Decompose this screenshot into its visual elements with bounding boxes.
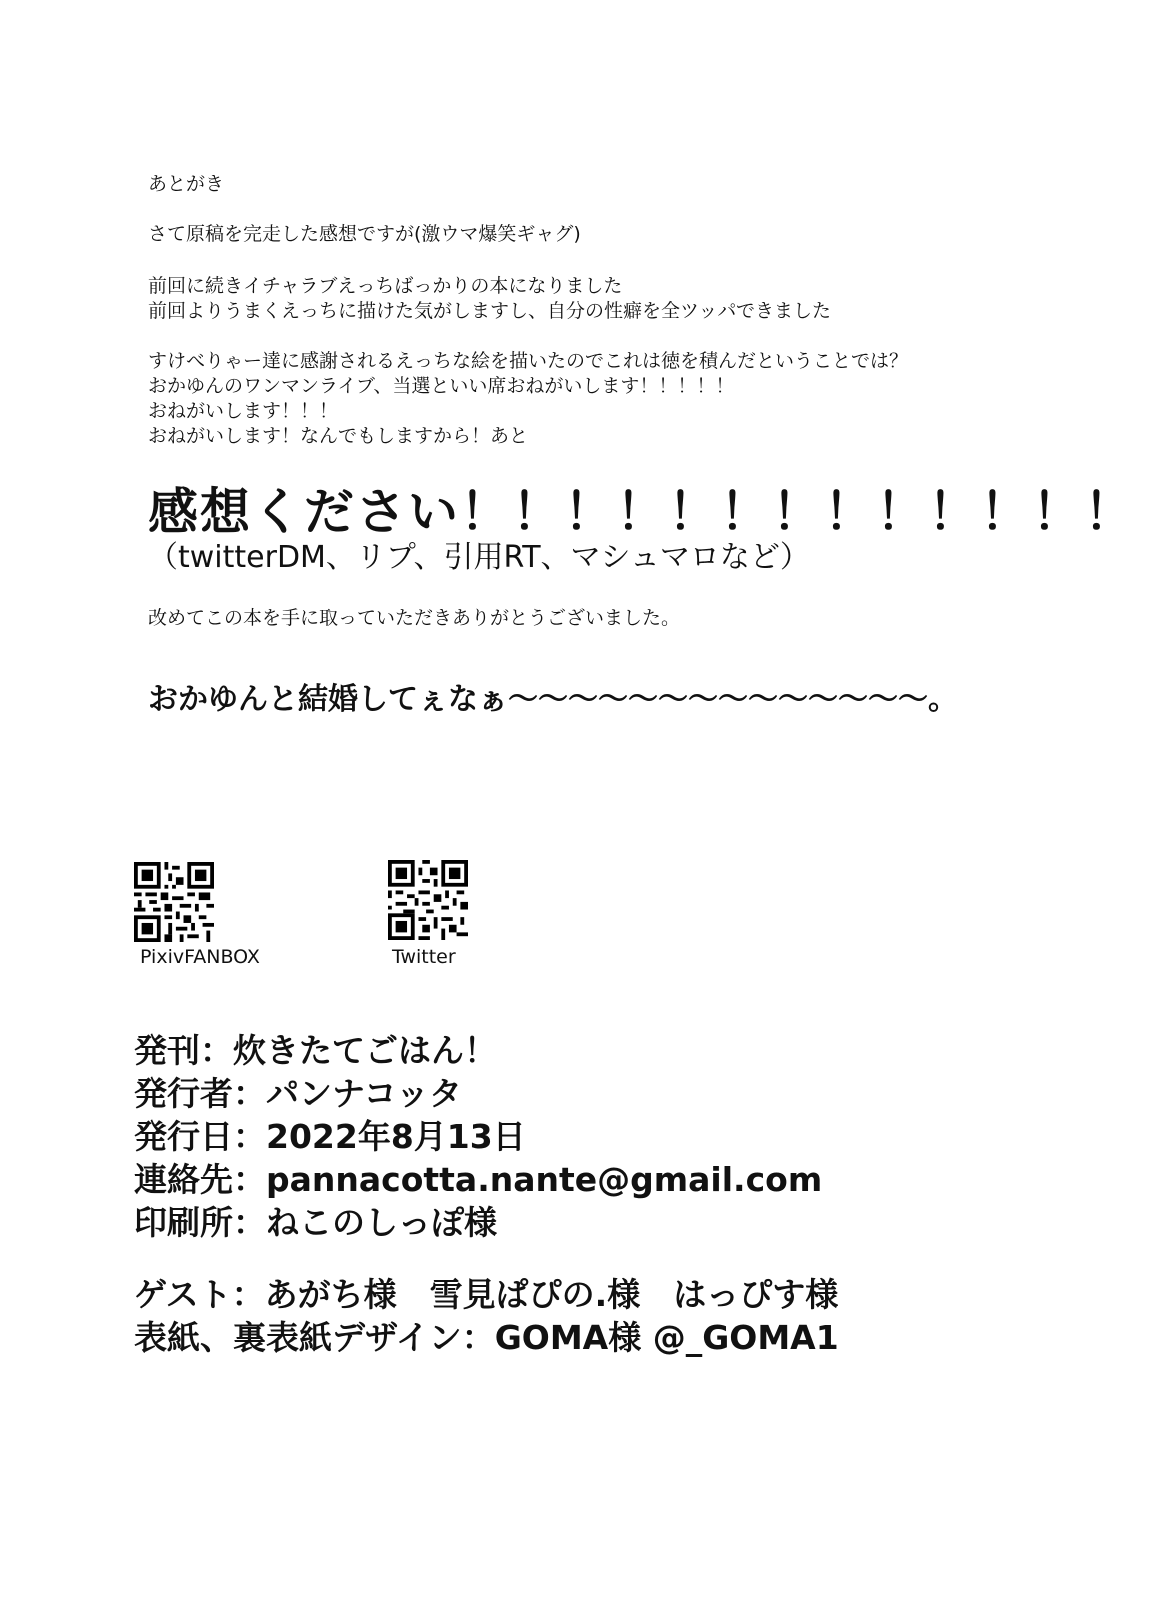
- feedback-request-detail: （twitterDM、リプ、引用RT、マシュマロなど）: [148, 540, 810, 575]
- afterword-line-2: 前回に続きイチャラブえっちばっかりの本になりました: [148, 275, 623, 297]
- colophon-printer: 印刷所：ねこのしっぽ様: [134, 1203, 497, 1242]
- thanks-line: 改めてこの本を手に取っていただきありがとうございました。: [148, 607, 681, 629]
- afterword-line-5: おかゆんのワンマンライブ、当選といい席おねがいします！！！！！: [148, 375, 735, 397]
- colophon-date: 発行日：2022年8月13日: [134, 1117, 526, 1156]
- afterword-line-7: おねがいします！なんでもしますから！あと: [148, 425, 529, 447]
- qr-code-icon: [388, 860, 468, 940]
- qr-label-pixivfanbox: PixivFANBOX: [140, 946, 260, 968]
- afterword-line-6: おねがいします！！！: [148, 400, 339, 422]
- afterword-line-4: すけべりゃー達に感謝されるえっちな絵を描いたのでこれは徳を積んだということでは？: [148, 350, 909, 372]
- colophon-publisher-circle: 発刊：炊きたてごはん！: [134, 1031, 497, 1070]
- colophon-contact: 連絡先：pannacotta.nante@gmail.com: [134, 1160, 823, 1199]
- afterword-line-1: さて原稿を完走した感想ですが(激ウマ爆笑ギャグ): [148, 223, 581, 245]
- qr-code-icon: [134, 862, 214, 942]
- colophon-issuer: 発行者：パンナコッタ: [134, 1074, 463, 1113]
- closing-line: おかゆんと結婚してぇなぁ〜〜〜〜〜〜〜〜〜〜〜〜〜〜。: [148, 682, 958, 717]
- feedback-request-heading: 感想ください！！！！！！！！！！！！！: [148, 483, 1136, 541]
- afterword-line-3: 前回よりうまくえっちに描けた気がしますし、自分の性癖を全ツッパできました: [148, 300, 832, 322]
- qr-label-twitter: Twitter: [392, 946, 456, 968]
- afterword-heading: あとがき: [148, 173, 225, 195]
- credits-guests: ゲスト：あがち様 雪見ぱぴの.様 はっぴす様: [134, 1275, 839, 1314]
- credits-cover-design: 表紙、裏表紙デザイン：GOMA様 @_GOMA1: [134, 1318, 839, 1357]
